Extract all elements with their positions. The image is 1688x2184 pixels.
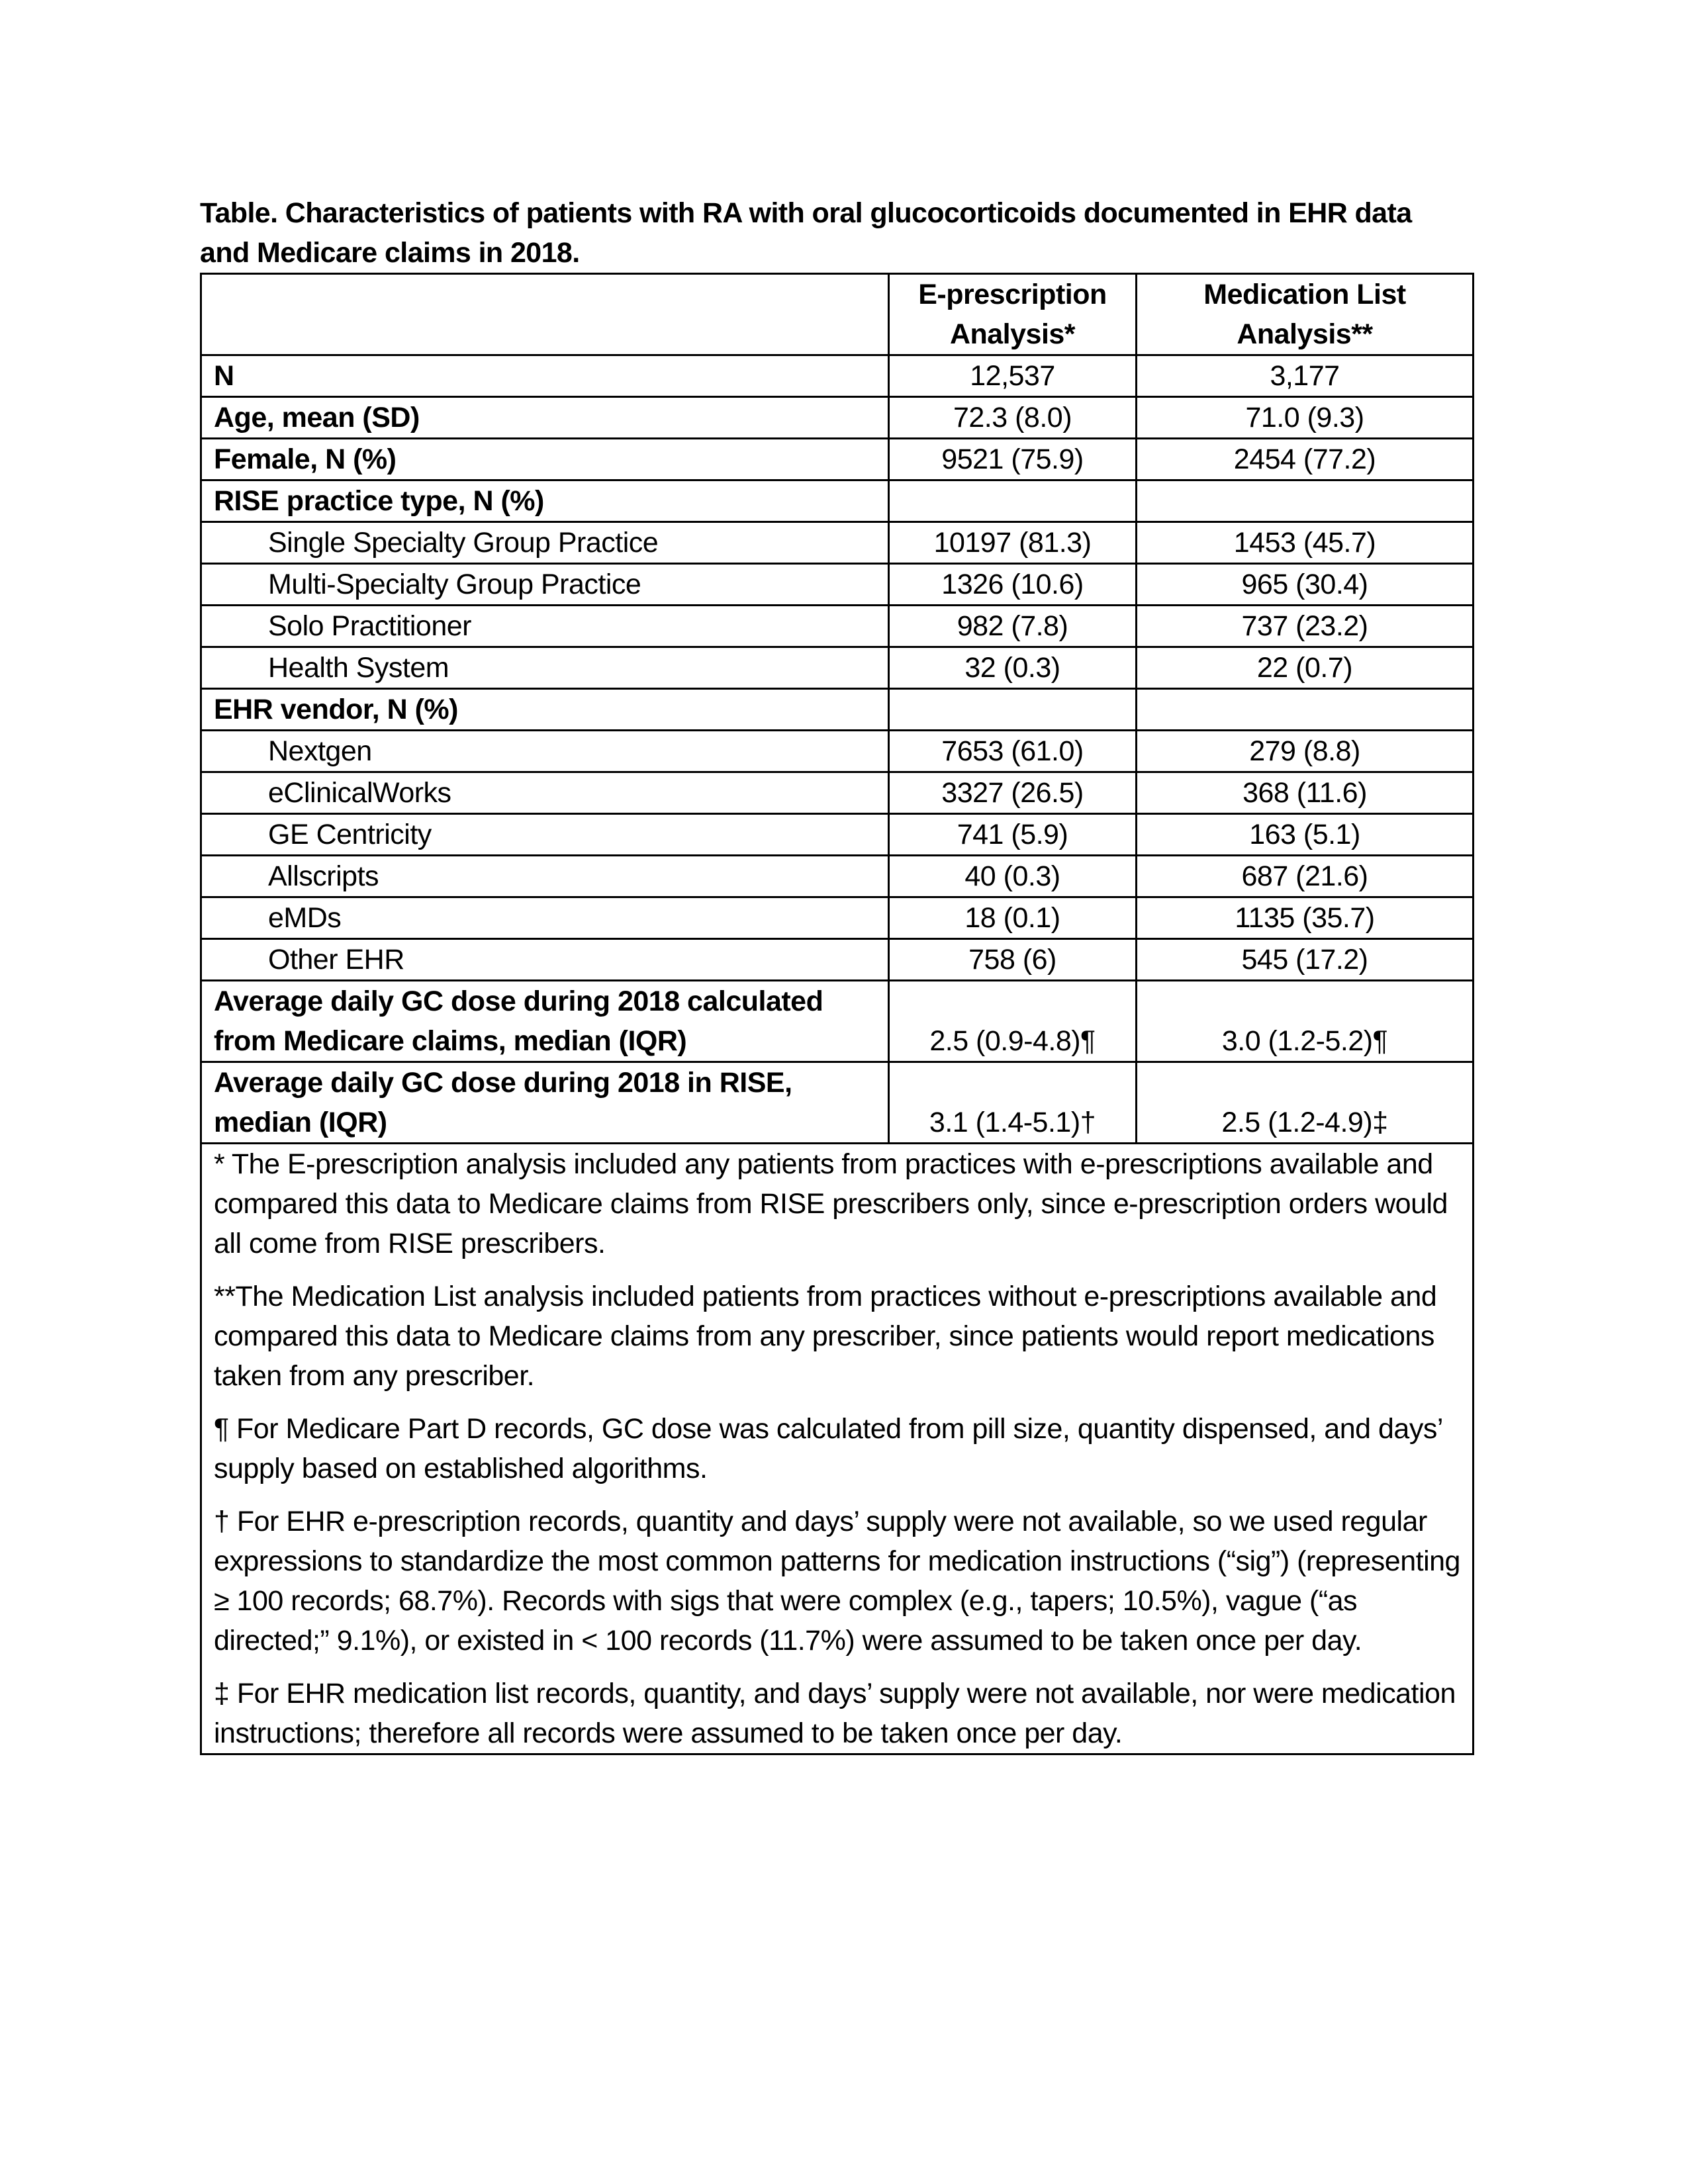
row-label: Age, mean (SD) bbox=[201, 397, 889, 439]
eprescription-value: 7653 (61.0) bbox=[889, 731, 1137, 772]
eprescription-value: 3327 (26.5) bbox=[889, 772, 1137, 814]
eprescription-value: 72.3 (8.0) bbox=[889, 397, 1137, 439]
medlist-value: 3.0 (1.2-5.2)¶ bbox=[1137, 981, 1474, 1062]
row-label: Single Specialty Group Practice bbox=[201, 522, 889, 564]
header-medlist-line-1: Medication List bbox=[1203, 279, 1406, 310]
medlist-value: 279 (8.8) bbox=[1137, 731, 1474, 772]
row-label: eMDs bbox=[201, 897, 889, 939]
eprescription-value: 982 (7.8) bbox=[889, 606, 1137, 647]
header-empty-cell bbox=[201, 274, 889, 355]
medlist-value: 1453 (45.7) bbox=[1137, 522, 1474, 564]
eprescription-value: 1326 (10.6) bbox=[889, 564, 1137, 606]
medlist-value bbox=[1137, 480, 1474, 522]
eprescription-value: 10197 (81.3) bbox=[889, 522, 1137, 564]
row-label-line-1: Average daily GC dose during 2018 calculated bbox=[214, 985, 823, 1017]
table-row bbox=[201, 564, 1474, 606]
table-row bbox=[201, 772, 1474, 814]
eprescription-value: 2.5 (0.9-4.8)¶ bbox=[889, 981, 1137, 1062]
eprescription-value: 3.1 (1.4-5.1)† bbox=[889, 1062, 1137, 1144]
table-title-line-2: and Medicare claims in 2018. bbox=[200, 237, 580, 269]
medlist-value: 368 (11.6) bbox=[1137, 772, 1474, 814]
table-row bbox=[201, 897, 1474, 939]
footnote-eprescription: * The E-prescription analysis included any patients from practices with e-prescriptions available and compared this data to Medicare claims from RISE prescribers only, since e-prescription orders would all come from RISE prescribers. bbox=[214, 1148, 1448, 1259]
section-label: RISE practice type, N (%) bbox=[201, 480, 889, 522]
footnotes-row bbox=[201, 1144, 1474, 1754]
section-label: EHR vendor, N (%) bbox=[201, 689, 889, 731]
row-label bbox=[201, 981, 889, 1062]
table-row-female bbox=[201, 439, 1474, 480]
footnotes-cell bbox=[201, 1144, 1474, 1754]
table-row bbox=[201, 522, 1474, 564]
eprescription-value: 32 (0.3) bbox=[889, 647, 1137, 689]
row-label: Allscripts bbox=[201, 856, 889, 897]
eprescription-value bbox=[889, 480, 1137, 522]
eprescription-value: 758 (6) bbox=[889, 939, 1137, 981]
row-label: GE Centricity bbox=[201, 814, 889, 856]
table-row-age bbox=[201, 397, 1474, 439]
table-row-section-practice-type bbox=[201, 480, 1474, 522]
header-medlist-line-2: Analysis** bbox=[1237, 318, 1373, 350]
row-label-line-1: Average daily GC dose during 2018 in RISE, bbox=[214, 1067, 792, 1099]
medlist-value: 545 (17.2) bbox=[1137, 939, 1474, 981]
header-row bbox=[201, 274, 1474, 355]
table-title bbox=[200, 193, 1466, 273]
medlist-value: 687 (21.6) bbox=[1137, 856, 1474, 897]
footnote-medication-list: **The Medication List analysis included patients from practices without e-prescriptions available and compared this data to Medicare claims from any prescriber, since patients would report medications taken from any prescriber. bbox=[214, 1281, 1437, 1392]
footnote-dagger-eprescription: † For EHR e-prescription records, quantity and days’ supply were not available, so we used regular expressions to standardize the most common patterns for medication instructions (“sig”) (representing ≥ 100 records; 68.7%). Records with sigs that were complex (e.g., tapers; 10.5%), vague (“as directed;” 9.1%), or existed in < 100 records (11.7%) were assumed to be taken once per day. bbox=[214, 1506, 1460, 1657]
header-eprescription-line-1: E-prescription bbox=[918, 279, 1107, 310]
row-label: Solo Practitioner bbox=[201, 606, 889, 647]
header-eprescription bbox=[889, 274, 1137, 355]
eprescription-value bbox=[889, 689, 1137, 731]
eprescription-value: 40 (0.3) bbox=[889, 856, 1137, 897]
footnote-pilcrow-medicare: ¶ For Medicare Part D records, GC dose was calculated from pill size, quantity dispensed, and days’ supply based on established algorithms. bbox=[214, 1413, 1442, 1484]
table-row bbox=[201, 647, 1474, 689]
eprescription-value: 12,537 bbox=[889, 355, 1137, 397]
header-medication-list bbox=[1137, 274, 1474, 355]
row-label: Multi-Specialty Group Practice bbox=[201, 564, 889, 606]
row-label: eClinicalWorks bbox=[201, 772, 889, 814]
medlist-value: 2454 (77.2) bbox=[1137, 439, 1474, 480]
row-label: Health System bbox=[201, 647, 889, 689]
table-row bbox=[201, 939, 1474, 981]
medlist-value: 1135 (35.7) bbox=[1137, 897, 1474, 939]
row-label: Other EHR bbox=[201, 939, 889, 981]
row-label: Nextgen bbox=[201, 731, 889, 772]
header-eprescription-line-2: Analysis* bbox=[949, 318, 1076, 350]
eprescription-value: 741 (5.9) bbox=[889, 814, 1137, 856]
row-label bbox=[201, 1062, 889, 1144]
document-page bbox=[200, 193, 1466, 1755]
eprescription-value: 9521 (75.9) bbox=[889, 439, 1137, 480]
row-label-line-2: median (IQR) bbox=[214, 1107, 387, 1138]
table-row-dose-rise bbox=[201, 1062, 1474, 1144]
table-row-section-ehr-vendor bbox=[201, 689, 1474, 731]
table-title-line-1: Table. Characteristics of patients with RA with oral glucocorticoids documented in EHR data bbox=[200, 197, 1412, 229]
row-label: N bbox=[201, 355, 889, 397]
table-row-n bbox=[201, 355, 1474, 397]
footnote-double-dagger-medlist: ‡ For EHR medication list records, quantity, and days’ supply were not available, nor were medication instructions; therefore all records were assumed to be taken once per day. bbox=[214, 1678, 1456, 1749]
medlist-value: 163 (5.1) bbox=[1137, 814, 1474, 856]
eprescription-value: 18 (0.1) bbox=[889, 897, 1137, 939]
medlist-value bbox=[1137, 689, 1474, 731]
medlist-value: 737 (23.2) bbox=[1137, 606, 1474, 647]
row-label: Female, N (%) bbox=[201, 439, 889, 480]
medlist-value: 71.0 (9.3) bbox=[1137, 397, 1474, 439]
table-row bbox=[201, 856, 1474, 897]
characteristics-table bbox=[200, 273, 1474, 1755]
table-row bbox=[201, 814, 1474, 856]
medlist-value: 22 (0.7) bbox=[1137, 647, 1474, 689]
row-label-line-2: from Medicare claims, median (IQR) bbox=[214, 1025, 687, 1057]
medlist-value: 2.5 (1.2-4.9)‡ bbox=[1137, 1062, 1474, 1144]
table-row bbox=[201, 606, 1474, 647]
medlist-value: 3,177 bbox=[1137, 355, 1474, 397]
table-row-dose-medicare bbox=[201, 981, 1474, 1062]
table-row bbox=[201, 731, 1474, 772]
medlist-value: 965 (30.4) bbox=[1137, 564, 1474, 606]
